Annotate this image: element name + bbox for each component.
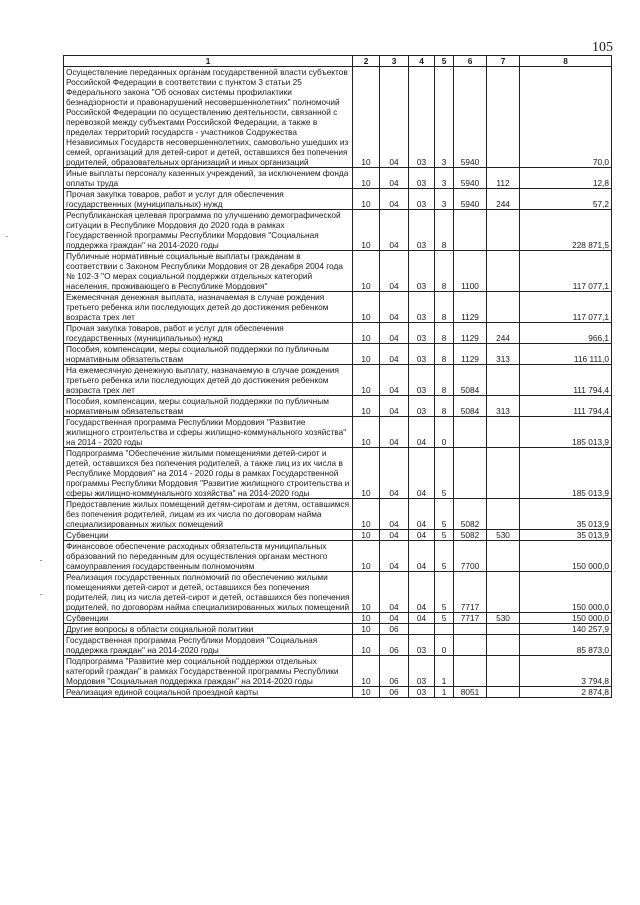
amount: 57,2 <box>520 189 612 210</box>
program-code: 03 <box>409 344 435 365</box>
table-row <box>64 624 612 635</box>
amount: 35 013,9 <box>520 499 612 530</box>
expense-type-code <box>487 499 520 530</box>
expense-type-code <box>487 448 520 499</box>
column-header: 2 <box>353 56 380 67</box>
program-code: 03 <box>409 292 435 323</box>
subsection-code: 04 <box>380 292 409 323</box>
section-code: 10 <box>353 656 380 687</box>
subsection-code: 04 <box>380 396 409 417</box>
subsection-code: 04 <box>380 541 409 572</box>
subprogram-code: 5 <box>435 613 454 624</box>
section-code: 10 <box>353 210 380 251</box>
row-name: Субвенции <box>64 530 353 541</box>
section-code: 10 <box>353 67 380 168</box>
subprogram-code: 5 <box>435 572 454 613</box>
table-row <box>64 613 612 624</box>
amount: 117 077,1 <box>520 292 612 323</box>
subsection-code: 06 <box>380 687 409 698</box>
table-row <box>64 344 612 365</box>
direction-code <box>454 448 487 499</box>
amount: 117 077,1 <box>520 251 612 292</box>
expense-type-code: 530 <box>487 613 520 624</box>
section-code: 10 <box>353 251 380 292</box>
direction-code: 1129 <box>454 323 487 344</box>
program-code: 03 <box>409 67 435 168</box>
table-row <box>64 292 612 323</box>
row-name: Подпрограмма "Обеспечение жилыми помещениями детей-сирот и детей, оставшихся без попечения родителей, а также лиц из их числа в Республике Мордовия" на 2014 - 2020 годы в рамках Государственной программы Республики Мордовия "Развитие жилищного строительства и сферы жилищно-коммунального хозяйства" на 2014-2020 годы <box>64 448 353 499</box>
program-code: 04 <box>409 499 435 530</box>
direction-code: 1100 <box>454 251 487 292</box>
subprogram-code: 0 <box>435 417 454 448</box>
expense-type-code <box>487 687 520 698</box>
column-header: 7 <box>487 56 520 67</box>
column-header: 4 <box>409 56 435 67</box>
budget-table <box>63 55 612 698</box>
amount: 111 794,4 <box>520 365 612 396</box>
direction-code <box>454 656 487 687</box>
direction-code: 5084 <box>454 396 487 417</box>
direction-code: 5940 <box>454 168 487 189</box>
direction-code <box>454 635 487 656</box>
table-body <box>64 67 612 698</box>
subprogram-code: 8 <box>435 396 454 417</box>
row-name: Пособия, компенсации, меры социальной поддержки по публичным нормативным обязательствам <box>64 344 353 365</box>
subprogram-code: 1 <box>435 656 454 687</box>
table-row <box>64 417 612 448</box>
table-row <box>64 656 612 687</box>
expense-type-code <box>487 656 520 687</box>
amount: 966,1 <box>520 323 612 344</box>
subsection-code: 04 <box>380 448 409 499</box>
table-row <box>64 448 612 499</box>
table-row <box>64 687 612 698</box>
direction-code: 1129 <box>454 292 487 323</box>
subprogram-code: 3 <box>435 189 454 210</box>
table-row <box>64 168 612 189</box>
amount: 150 000,0 <box>520 541 612 572</box>
page-number: 105 <box>592 40 613 55</box>
program-code: 03 <box>409 687 435 698</box>
expense-type-code: 112 <box>487 168 520 189</box>
section-code: 10 <box>353 541 380 572</box>
column-header: 1 <box>64 56 353 67</box>
scan-speck <box>40 560 42 561</box>
amount: 228 871,5 <box>520 210 612 251</box>
amount: 185 013,9 <box>520 417 612 448</box>
amount: 35 013,9 <box>520 530 612 541</box>
subsection-code: 04 <box>380 168 409 189</box>
amount: 150 000,0 <box>520 613 612 624</box>
direction-code: 5084 <box>454 365 487 396</box>
scan-speck <box>6 236 8 237</box>
subsection-code: 04 <box>380 417 409 448</box>
expense-type-code <box>487 541 520 572</box>
row-name: Финансовое обеспечение расходных обязательств муниципальных образований по переданным для осуществления органам местного самоуправления государственным полномочиям <box>64 541 353 572</box>
row-name: Реализация единой социальной проездной карты <box>64 687 353 698</box>
direction-code: 7717 <box>454 613 487 624</box>
section-code: 10 <box>353 365 380 396</box>
subsection-code: 04 <box>380 67 409 168</box>
subprogram-code: 8 <box>435 251 454 292</box>
subprogram-code: 5 <box>435 530 454 541</box>
subsection-code: 06 <box>380 624 409 635</box>
row-name: Осуществление переданных органам государственной власти субъектов Российской Федерации в соответствии с пунктом 3 статьи 25 Федерального закона "Об основах системы профилактики безнадзорности и правонарушений несовершеннолетних" полномочий Российской Федерации по осуществлению деятельности, связанной с перевозкой между субъектами Российской Федерации, а также в пределах территорий государств - участников Содружества Независимых Государств несовершеннолетних, самовольно ушедших из семей, организаций для детей-сирот и детей, оставшихся без попечения родителей, образовательных организаций и иных организаций <box>64 67 353 168</box>
table-row <box>64 365 612 396</box>
table-row <box>64 635 612 656</box>
program-code: 03 <box>409 251 435 292</box>
section-code: 10 <box>353 448 380 499</box>
row-name: Республиканская целевая программа по улучшению демографической ситуации в Республике Мордовия до 2020 года в рамках Государственной программы Республики Мордовия "Социальная поддержка граждан" на 2014-2020 годы <box>64 210 353 251</box>
amount: 111 794,4 <box>520 396 612 417</box>
section-code: 10 <box>353 189 380 210</box>
direction-code <box>454 624 487 635</box>
table-row <box>64 541 612 572</box>
row-name: Иные выплаты персоналу казенных учреждений, за исключением фонда оплаты труда <box>64 168 353 189</box>
row-name: Субвенции <box>64 613 353 624</box>
direction-code: 5940 <box>454 67 487 168</box>
subsection-code: 04 <box>380 499 409 530</box>
scan-speck <box>40 594 42 595</box>
direction-code: 5082 <box>454 499 487 530</box>
subprogram-code: 5 <box>435 448 454 499</box>
subsection-code: 04 <box>380 530 409 541</box>
direction-code: 5082 <box>454 530 487 541</box>
expense-type-code: 530 <box>487 530 520 541</box>
program-code: 04 <box>409 541 435 572</box>
program-code: 04 <box>409 572 435 613</box>
table-row <box>64 572 612 613</box>
amount: 150 000,0 <box>520 572 612 613</box>
section-code: 10 <box>353 572 380 613</box>
column-header: 5 <box>435 56 454 67</box>
program-code: 03 <box>409 210 435 251</box>
program-code: 03 <box>409 396 435 417</box>
row-name: Прочая закупка товаров, работ и услуг для обеспечения государственных (муниципальных) нужд <box>64 323 353 344</box>
row-name: Подпрограмма "Развитие мер социальной поддержки отдельных категорий граждан" в рамках Государственной программы Республики Мордовия "Социальная поддержка граждан" на 2014-2020 годы <box>64 656 353 687</box>
subprogram-code: 0 <box>435 635 454 656</box>
direction-code: 1129 <box>454 344 487 365</box>
expense-type-code: 313 <box>487 344 520 365</box>
table-row <box>64 251 612 292</box>
amount: 116 111,0 <box>520 344 612 365</box>
section-code: 10 <box>353 344 380 365</box>
row-name: На ежемесячную денежную выплату, назначаемую в случае рождения третьего ребенка или последующих детей до достижения ребенком возраста трех лет <box>64 365 353 396</box>
section-code: 10 <box>353 168 380 189</box>
amount: 3 794,8 <box>520 656 612 687</box>
expense-type-code: 244 <box>487 323 520 344</box>
program-code: 03 <box>409 656 435 687</box>
row-name: Предоставление жилых помещений детям-сиротам и детям, оставшимся без попечения родителей, лицам из их числа по договорам найма специализированных жилых помещений <box>64 499 353 530</box>
table-row <box>64 323 612 344</box>
row-name: Государственная программа Республики Мордовия "Развитие жилищного строительства и сферы жилищно-коммунального хозяйства" на 2014 - 2020 годы <box>64 417 353 448</box>
section-code: 10 <box>353 635 380 656</box>
amount: 185 013,9 <box>520 448 612 499</box>
direction-code: 5940 <box>454 189 487 210</box>
section-code: 10 <box>353 624 380 635</box>
subprogram-code: 1 <box>435 687 454 698</box>
program-code: 03 <box>409 168 435 189</box>
subsection-code: 04 <box>380 323 409 344</box>
row-name: Прочая закупка товаров, работ и услуг для обеспечения государственных (муниципальных) нужд <box>64 189 353 210</box>
table-row <box>64 210 612 251</box>
program-code: 03 <box>409 635 435 656</box>
program-code: 04 <box>409 417 435 448</box>
table-row <box>64 530 612 541</box>
program-code: 03 <box>409 323 435 344</box>
table-row <box>64 499 612 530</box>
row-name: Другие вопросы в области социальной политики <box>64 624 353 635</box>
subsection-code: 04 <box>380 251 409 292</box>
direction-code: 7700 <box>454 541 487 572</box>
section-code: 10 <box>353 292 380 323</box>
amount: 70,0 <box>520 67 612 168</box>
section-code: 10 <box>353 530 380 541</box>
subprogram-code: 8 <box>435 292 454 323</box>
subprogram-code: 8 <box>435 365 454 396</box>
expense-type-code <box>487 635 520 656</box>
row-name: Реализация государственных полномочий по обеспечению жилыми помещениями детей-сирот и детей, оставшихся без попечения родителей, лиц из числа детей-сирот и детей, оставшихся без попечения родителей, по договорам найма специализированных жилых помещений <box>64 572 353 613</box>
expense-type-code <box>487 292 520 323</box>
program-code: 04 <box>409 530 435 541</box>
subprogram-code: 5 <box>435 499 454 530</box>
direction-code: 8051 <box>454 687 487 698</box>
subprogram-code: 3 <box>435 67 454 168</box>
program-code: 03 <box>409 365 435 396</box>
header-row <box>64 56 612 67</box>
table-row <box>64 189 612 210</box>
section-code: 10 <box>353 613 380 624</box>
direction-code <box>454 417 487 448</box>
expense-type-code: 313 <box>487 396 520 417</box>
section-code: 10 <box>353 323 380 344</box>
subprogram-code: 3 <box>435 168 454 189</box>
section-code: 10 <box>353 687 380 698</box>
expense-type-code: 244 <box>487 189 520 210</box>
program-code: 04 <box>409 448 435 499</box>
subprogram-code: 5 <box>435 541 454 572</box>
expense-type-code <box>487 417 520 448</box>
section-code: 10 <box>353 499 380 530</box>
table-row <box>64 396 612 417</box>
program-code: 04 <box>409 613 435 624</box>
amount: 140 257,9 <box>520 624 612 635</box>
amount: 85 873,0 <box>520 635 612 656</box>
program-code <box>409 624 435 635</box>
column-header: 6 <box>454 56 487 67</box>
direction-code <box>454 210 487 251</box>
subprogram-code: 8 <box>435 323 454 344</box>
row-name: Государственная программа Республики Мордовия "Социальная поддержка граждан" на 2014-2020 годы <box>64 635 353 656</box>
program-code: 03 <box>409 189 435 210</box>
table-row <box>64 67 612 168</box>
subsection-code: 04 <box>380 210 409 251</box>
section-code: 10 <box>353 396 380 417</box>
subsection-code: 06 <box>380 635 409 656</box>
expense-type-code <box>487 624 520 635</box>
row-name: Публичные нормативные социальные выплаты гражданам в соответствии с Законом Республики Мордовия от 28 декабря 2004 года № 102-З "О мерах социальной поддержки отдельных категорий населения, проживающего в Республике Мордовия" <box>64 251 353 292</box>
expense-type-code <box>487 210 520 251</box>
column-header: 8 <box>520 56 612 67</box>
amount: 2 874,8 <box>520 687 612 698</box>
section-code: 10 <box>353 417 380 448</box>
subsection-code: 04 <box>380 344 409 365</box>
row-name: Ежемесячная денежная выплата, назначаемая в случае рождения третьего ребенка или последующих детей до достижения ребенком возраста трех лет <box>64 292 353 323</box>
subprogram-code: 8 <box>435 344 454 365</box>
direction-code: 7717 <box>454 572 487 613</box>
subprogram-code: 8 <box>435 210 454 251</box>
subsection-code: 04 <box>380 365 409 396</box>
expense-type-code <box>487 67 520 168</box>
row-name: Пособия, компенсации, меры социальной поддержки по публичным нормативным обязательствам <box>64 396 353 417</box>
column-header: 3 <box>380 56 409 67</box>
expense-type-code <box>487 251 520 292</box>
subsection-code: 04 <box>380 189 409 210</box>
expense-type-code <box>487 572 520 613</box>
subsection-code: 04 <box>380 613 409 624</box>
subprogram-code <box>435 624 454 635</box>
subsection-code: 06 <box>380 656 409 687</box>
expense-type-code <box>487 365 520 396</box>
subsection-code: 04 <box>380 572 409 613</box>
amount: 12,8 <box>520 168 612 189</box>
